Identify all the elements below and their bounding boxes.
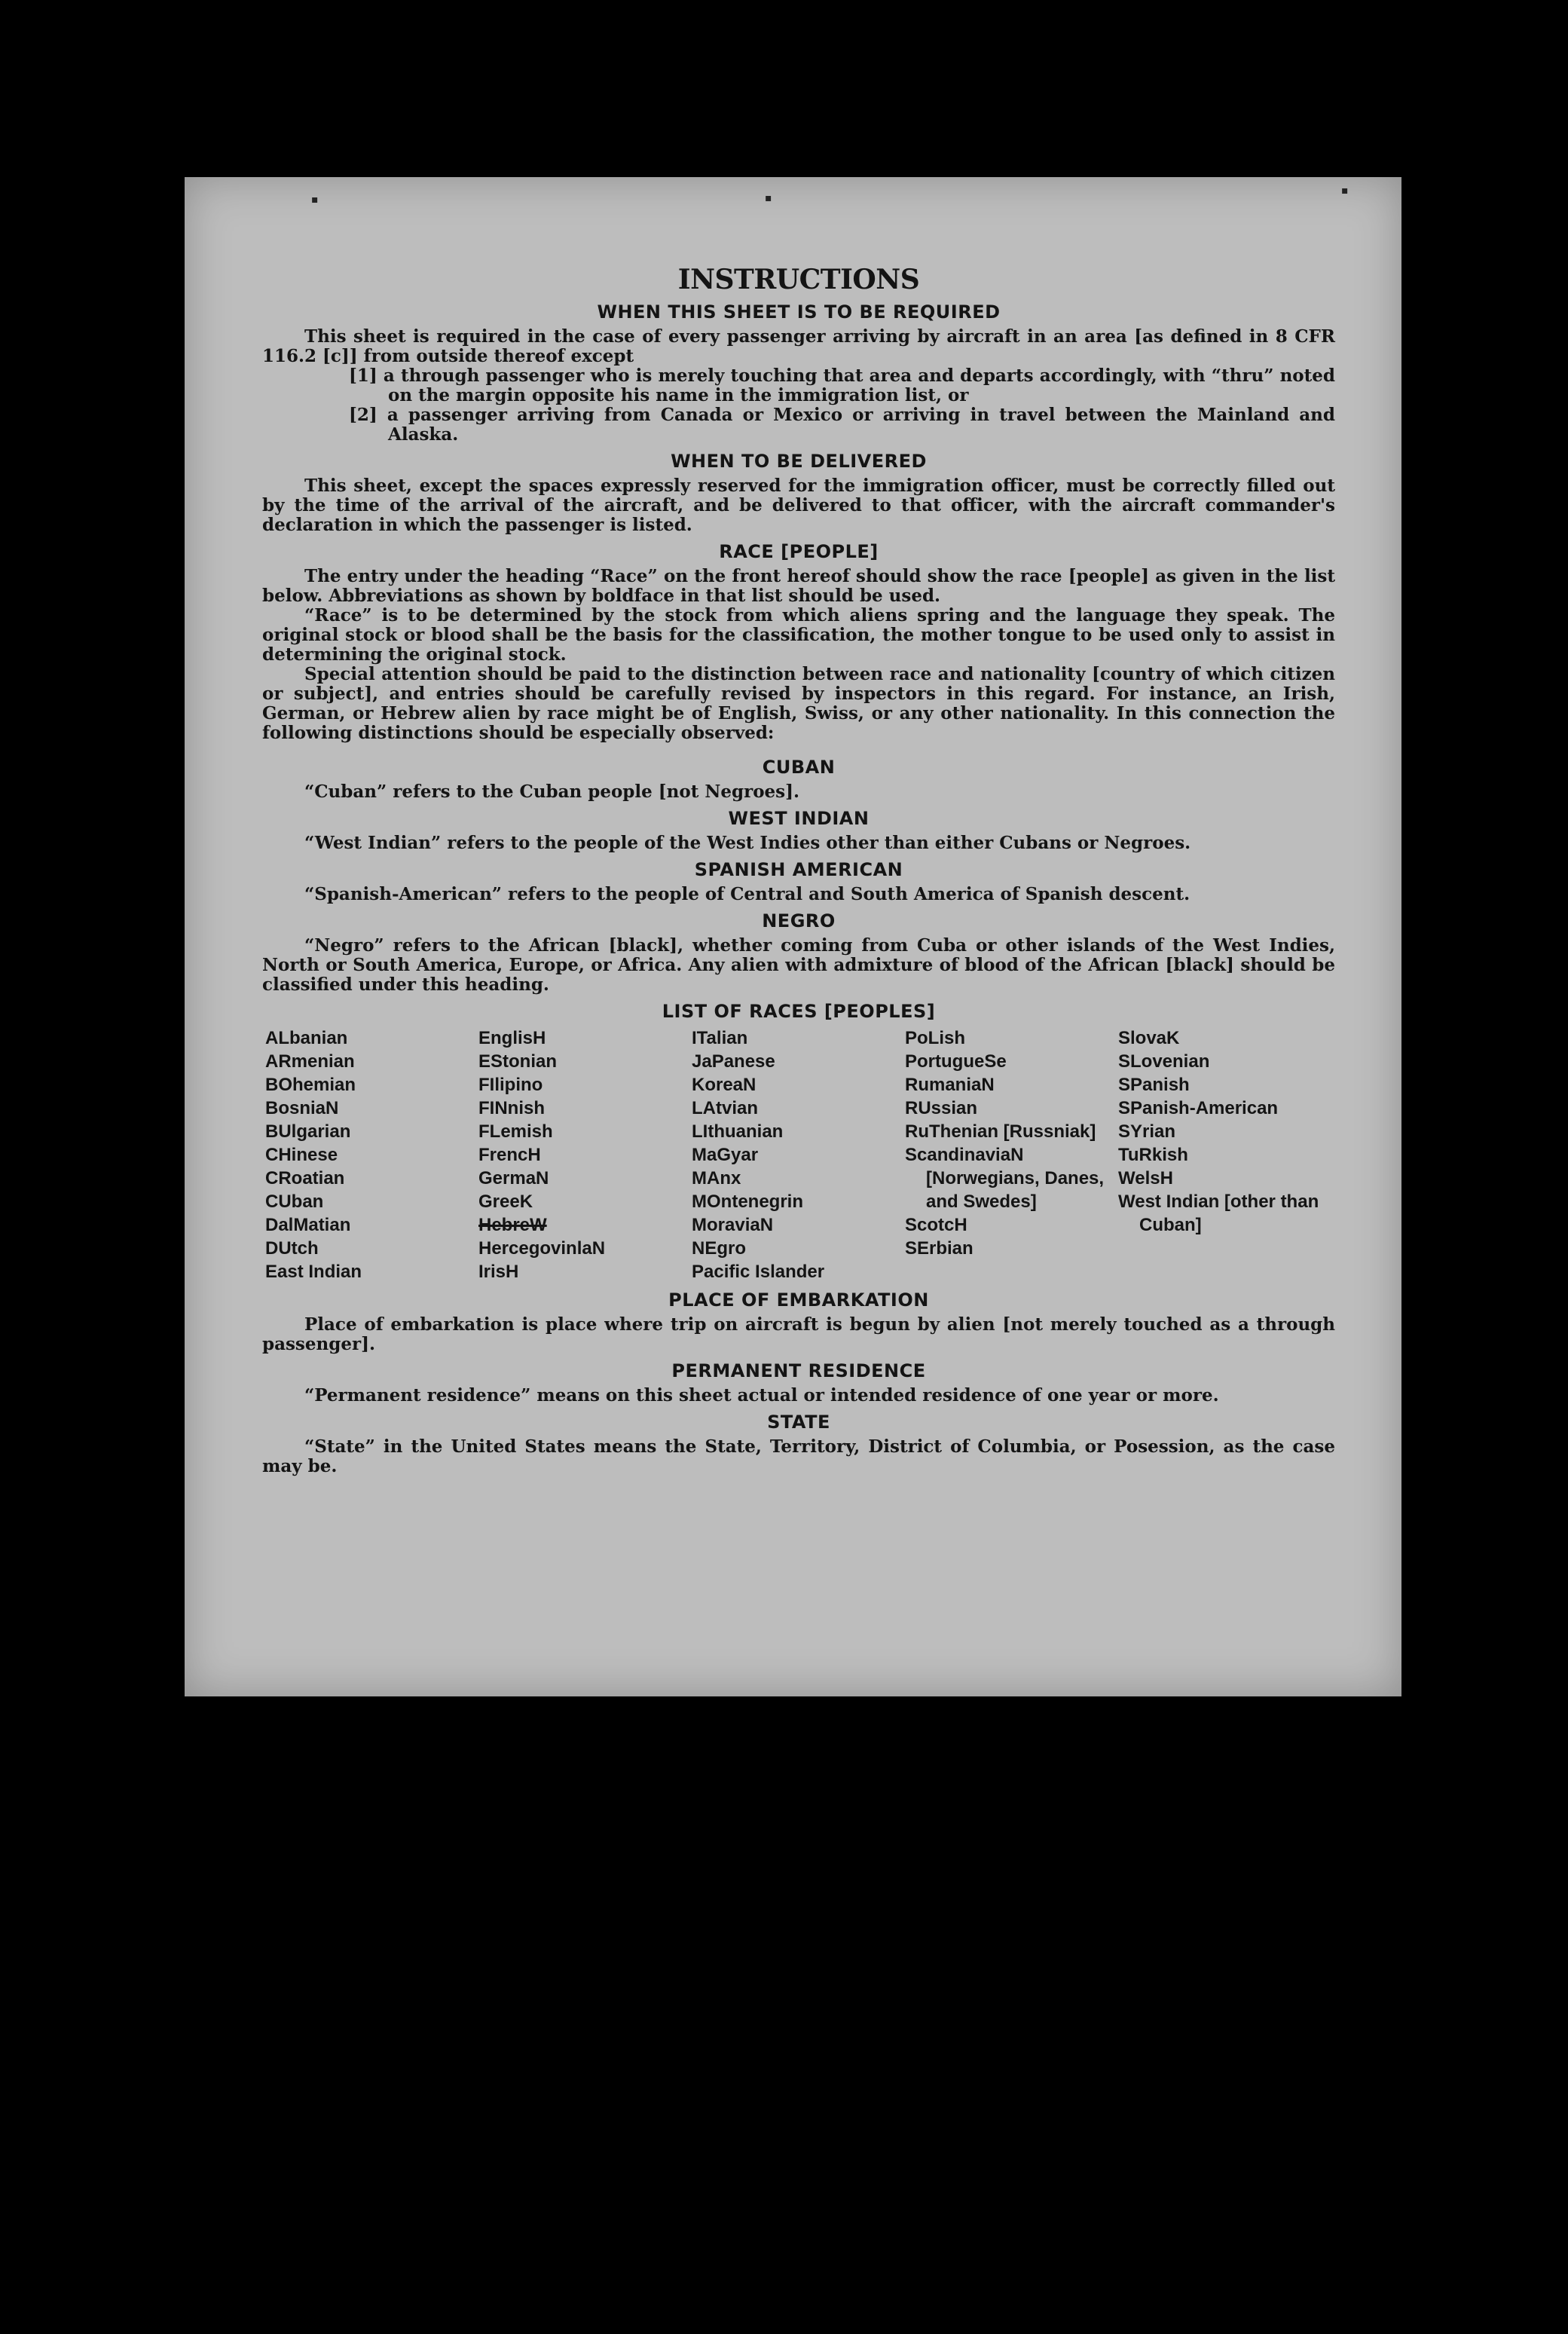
race-item: DalMatian bbox=[265, 1215, 351, 1235]
race-column bbox=[265, 1026, 478, 1283]
race-paragraph: “Race” is to be determined by the stock from which aliens spring and the language they speak. The original stock or blood shall be the basis for the classification, the mother tongue to be used only to assist in determining the original stock. bbox=[262, 605, 1335, 665]
exception-item: [1] a through passenger who is merely touching that area and departs accordingly, with “thru” noted on the margin opposite his name in the immigration list, or bbox=[349, 366, 1335, 405]
race-item: FLemish bbox=[478, 1121, 553, 1142]
race-item: ARmenian bbox=[265, 1051, 355, 1072]
section-body-state: “State” in the United States means the State, Territory, District of Columbia, or Posession, as the case may be. bbox=[262, 1436, 1335, 1476]
race-item: RumaniaN bbox=[905, 1075, 995, 1095]
race-item: SLovenian bbox=[1118, 1051, 1210, 1072]
race-item: BUlgarian bbox=[265, 1121, 351, 1142]
race-item: MoraviaN bbox=[692, 1215, 774, 1235]
page-title: INSTRUCTIONS bbox=[677, 264, 920, 295]
section-heading-negro: NEGRO bbox=[762, 910, 836, 931]
section-heading-delivered: WHEN TO BE DELIVERED bbox=[671, 451, 927, 472]
race-column bbox=[478, 1026, 692, 1283]
race-item: WelsH bbox=[1118, 1168, 1173, 1188]
race-item: EnglisH bbox=[478, 1028, 546, 1048]
race-item: BosniaN bbox=[265, 1098, 339, 1118]
section-body-residence: “Permanent residence” means on this sheet actual or intended residence of one year or more. bbox=[304, 1385, 1219, 1406]
section-body-embarkation: Place of embarkation is place where trip on aircraft is begun by alien [not merely touched as a through passenger]. bbox=[262, 1314, 1335, 1354]
race-item: HercegovinlaN bbox=[478, 1238, 606, 1259]
race-item: ScandinaviaN [Norwegians, Danes, and Swedes] bbox=[905, 1145, 1105, 1212]
section-body-delivered: This sheet, except the spaces expressly reserved for the immigration officer, must be correctly filled out by the time of the arrival of the aircraft, and be delivered to that officer, with the aircraft commander's declaration in which the passenger is listed. bbox=[262, 476, 1335, 535]
paper-speck: ▪ bbox=[311, 194, 319, 206]
race-item: LAtvian bbox=[692, 1098, 759, 1118]
race-item: East Indian bbox=[265, 1262, 362, 1282]
race-item: GermaN bbox=[478, 1168, 549, 1188]
race-item: BOhemian bbox=[265, 1075, 356, 1095]
section-heading-required: WHEN THIS SHEET IS TO BE REQUIRED bbox=[597, 301, 1001, 323]
race-item: RUssian bbox=[905, 1098, 978, 1118]
race-item: FIlipino bbox=[478, 1075, 543, 1095]
race-item: FINnish bbox=[478, 1098, 545, 1118]
race-item: CHinese bbox=[265, 1145, 338, 1165]
race-item: PortugueSe bbox=[905, 1051, 1007, 1072]
exception-item: [2] a passenger arriving from Canada or Mexico or arriving in travel between the Mainland and Alaska. bbox=[349, 405, 1335, 445]
race-list bbox=[262, 1026, 1335, 1283]
section-body-required: This sheet is required in the case of every passenger arriving by aircraft in an area [as defined in 8 CFR 116.2 [c]] from outside thereof except bbox=[262, 326, 1335, 366]
section-heading-race: RACE [PEOPLE] bbox=[719, 541, 879, 562]
race-item: IrisH bbox=[478, 1262, 519, 1282]
race-item: Pacific Islander bbox=[692, 1262, 825, 1282]
race-column bbox=[1118, 1026, 1335, 1283]
section-body-negro: “Negro” refers to the African [black], whether coming from Cuba or other islands of the West Indies, North or South America, Europe, or Africa. Any alien with admixture of blood of the African [black] should be classified under this heading. bbox=[262, 935, 1335, 995]
section-heading-residence: PERMANENT RESIDENCE bbox=[671, 1360, 926, 1381]
race-item: GreeK bbox=[478, 1191, 533, 1212]
section-heading-embarkation: PLACE OF EMBARKATION bbox=[668, 1289, 929, 1311]
race-item: SPanish-American bbox=[1118, 1098, 1279, 1118]
race-item: DUtch bbox=[265, 1238, 319, 1259]
race-item: FrencH bbox=[478, 1145, 541, 1165]
race-item: PoLish bbox=[905, 1028, 966, 1048]
section-heading-cuban: CUBAN bbox=[762, 757, 836, 778]
race-item: CRoatian bbox=[265, 1168, 345, 1188]
race-item: TuRkish bbox=[1118, 1145, 1188, 1165]
race-item: MaGyar bbox=[692, 1145, 759, 1165]
section-heading-list: LIST OF RACES [PEOPLES] bbox=[662, 1001, 936, 1022]
paper-speck: ▪ bbox=[1341, 185, 1349, 197]
race-item: EStonian bbox=[478, 1051, 558, 1072]
race-item: ALbanian bbox=[265, 1028, 348, 1048]
race-item: West Indian [other than Cuban] bbox=[1118, 1191, 1319, 1235]
instruction-sheet bbox=[185, 177, 1401, 1696]
race-item: ScotcH bbox=[905, 1215, 967, 1235]
race-item: CUban bbox=[265, 1191, 324, 1212]
race-item-struck: HebreW bbox=[478, 1215, 547, 1235]
race-item: LIthuanian bbox=[692, 1121, 784, 1142]
race-item: SYrian bbox=[1118, 1121, 1176, 1142]
race-item: JaPanese bbox=[692, 1051, 775, 1072]
race-item: SlovaK bbox=[1118, 1028, 1180, 1048]
section-body-cuban: “Cuban” refers to the Cuban people [not Negroes]. bbox=[304, 782, 800, 802]
race-column bbox=[692, 1026, 905, 1283]
section-body-spanish-american: “Spanish-American” refers to the people of Central and South America of Spanish descent. bbox=[304, 884, 1191, 904]
section-heading-west-indian: WEST INDIAN bbox=[728, 808, 870, 829]
section-heading-state: STATE bbox=[767, 1412, 830, 1433]
race-paragraph: Special attention should be paid to the distinction between race and nationality [country of which citizen or subject], and entries should be carefully revised by inspectors in this regard. For instance, an Irish, German, or Hebrew alien by race might be of English, Swiss, or any other nationality. In this connection the following distinctions should be especially observed: bbox=[262, 664, 1335, 743]
section-heading-spanish-american: SPANISH AMERICAN bbox=[694, 859, 903, 880]
race-item: ITalian bbox=[692, 1028, 748, 1048]
race-item: SPanish bbox=[1118, 1075, 1190, 1095]
race-item: NEgro bbox=[692, 1238, 746, 1259]
race-item: RuThenian [Russniak] bbox=[905, 1121, 1096, 1142]
race-paragraph: The entry under the heading “Race” on the front hereof should show the race [people] as given in the list below. Abbreviations as shown by boldface in that list should be used. bbox=[262, 566, 1335, 606]
race-item: MOntenegrin bbox=[692, 1191, 803, 1212]
race-item: SErbian bbox=[905, 1238, 974, 1259]
race-item: MAnx bbox=[692, 1168, 741, 1188]
section-body-west-indian: “West Indian” refers to the people of the West Indies other than either Cubans or Negroes. bbox=[304, 833, 1191, 853]
paper-speck: ▪ bbox=[765, 192, 772, 204]
race-item: KoreaN bbox=[692, 1075, 756, 1095]
race-column bbox=[905, 1026, 1118, 1283]
